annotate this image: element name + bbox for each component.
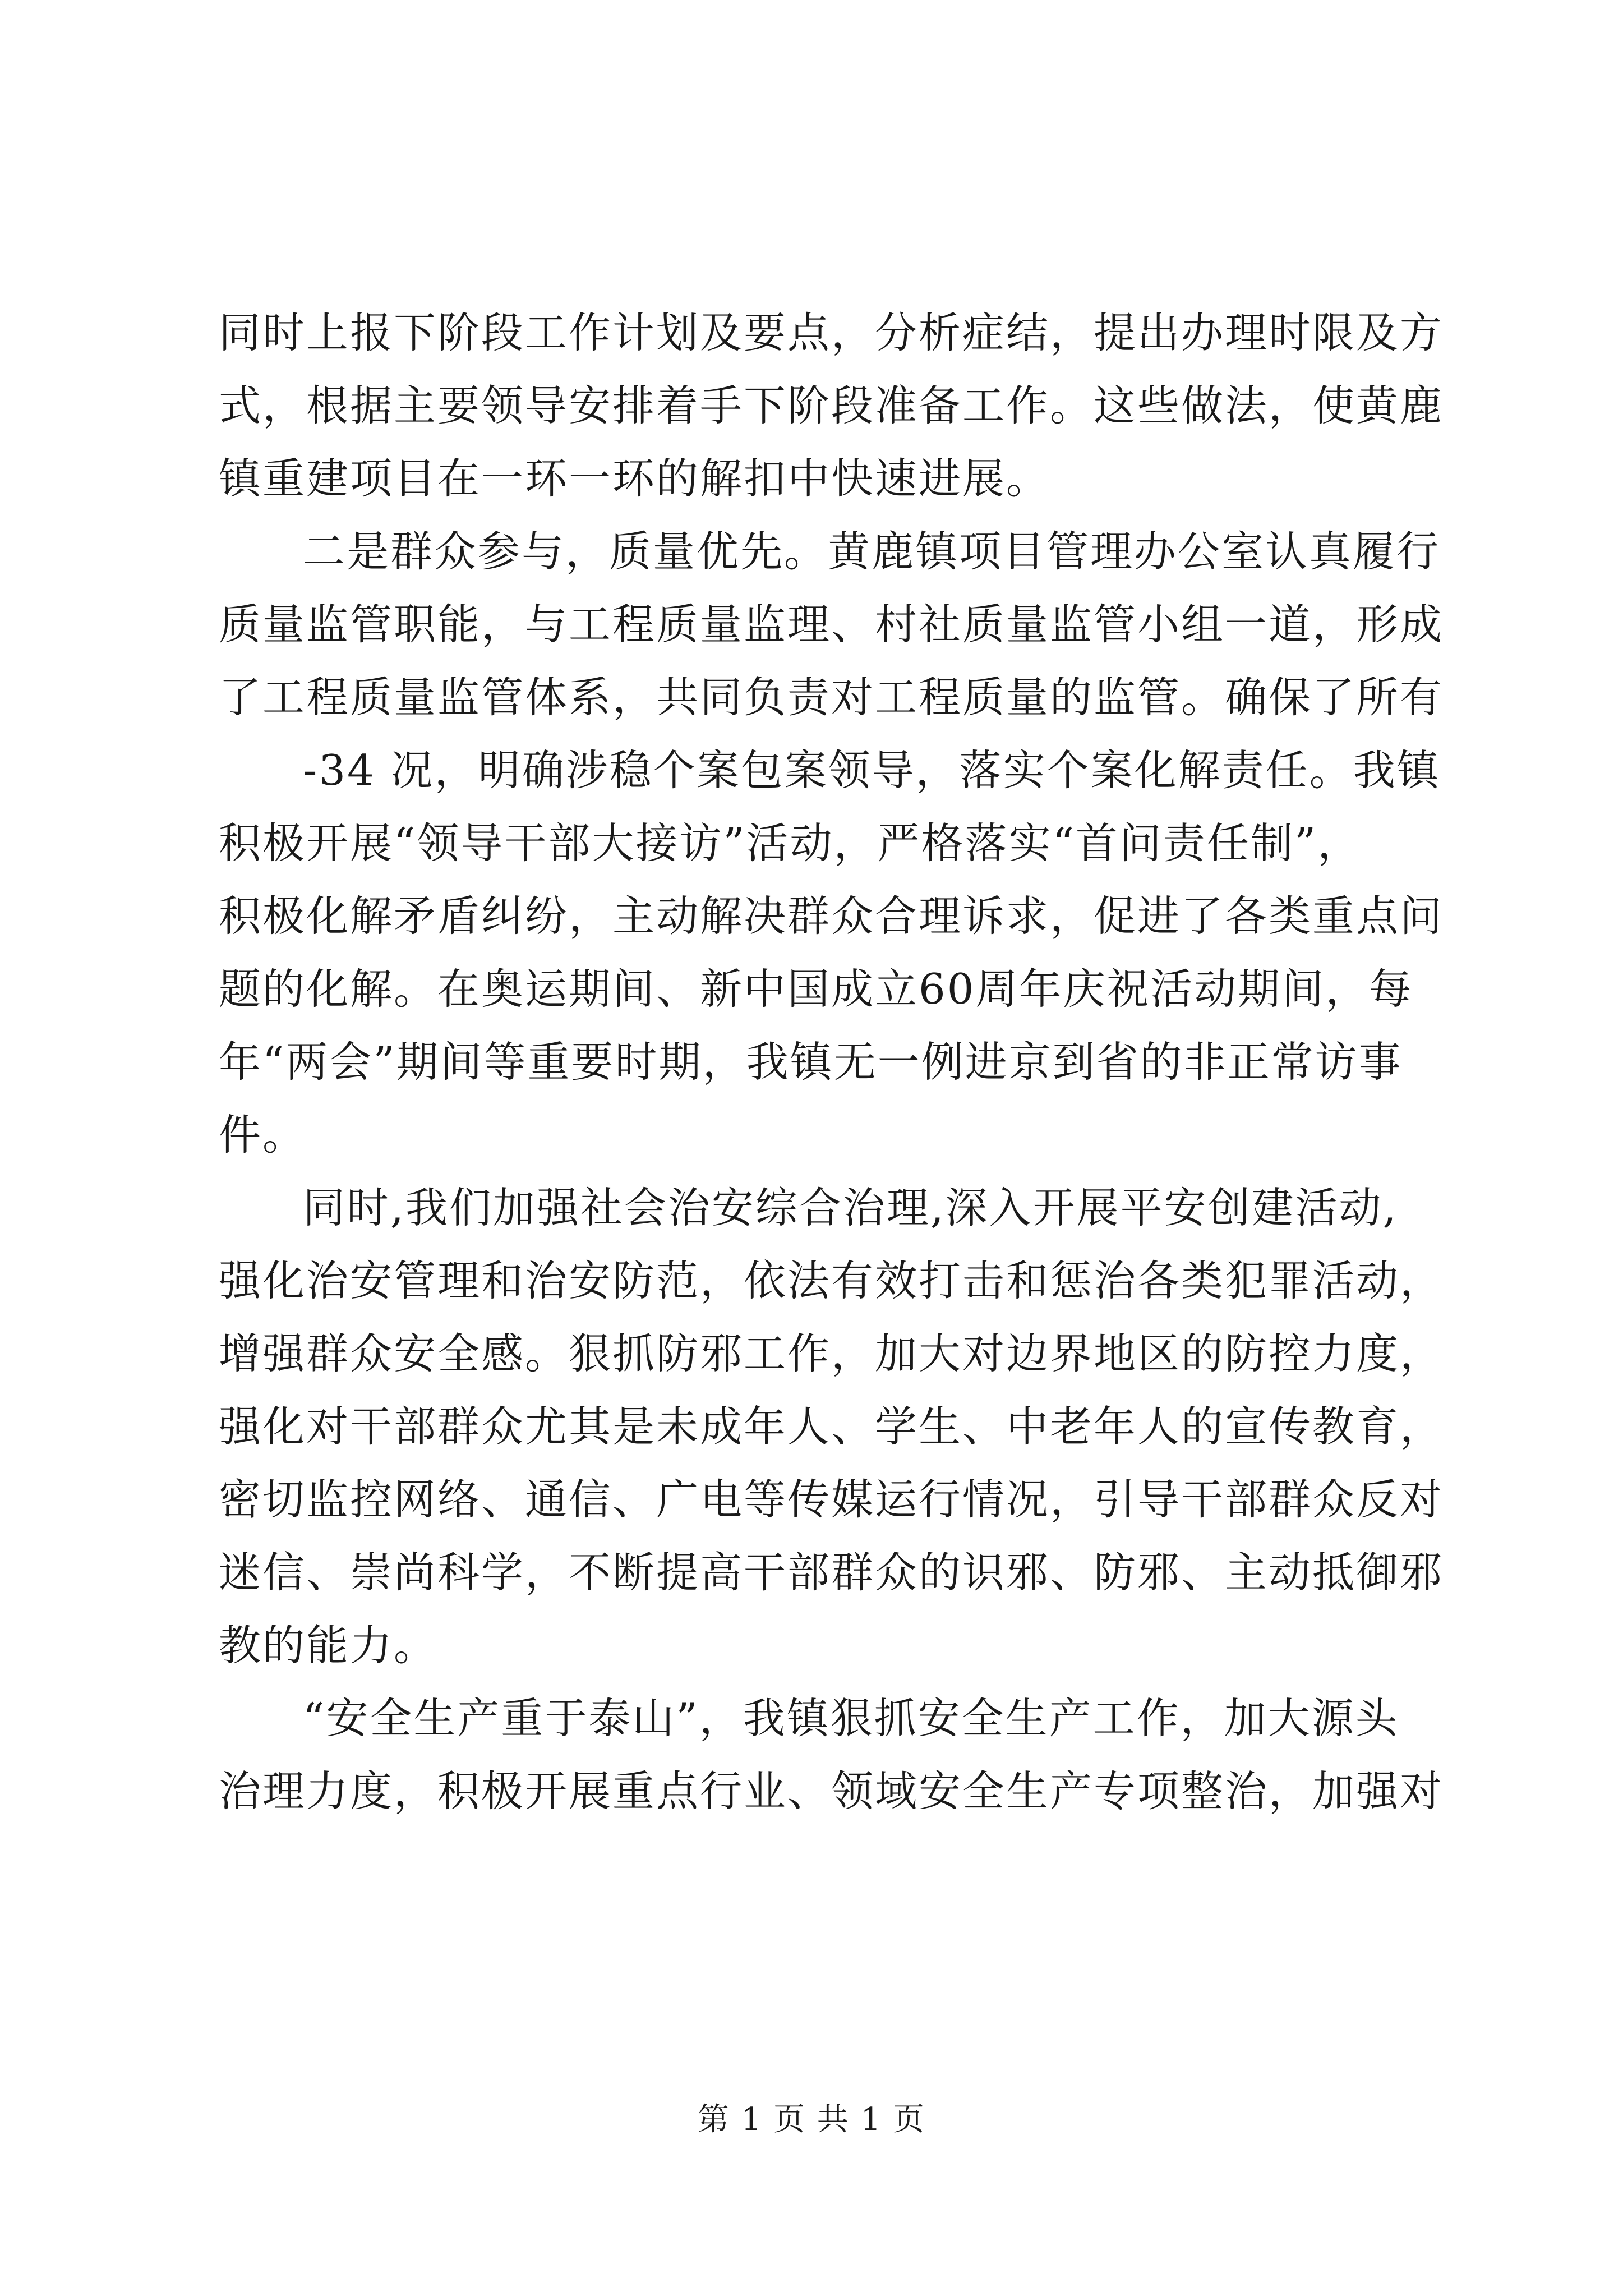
- text-line: 题的化解。在奥运期间、新中国成立60周年庆祝活动期间，每: [219, 964, 1413, 1014]
- text-line: 了工程质量监管体系，共同负责对工程质量的监管。确保了所有: [219, 673, 1444, 722]
- text-line: 强化对干部群众尤其是未成年人、学生、中老年人的宣传教育，: [219, 1402, 1444, 1451]
- paragraph-first-line: 同时,我们加强社会治安综合治理,深入开展平安创建活动,: [303, 1183, 1398, 1232]
- paragraph-first-line: -34 况，明确涉稳个案包案领导，落实个案化解责任。我镇: [303, 746, 1441, 795]
- text-line: 密切监控网络、通信、广电等传媒运行情况，引导干部群众反对: [219, 1475, 1444, 1524]
- text-line: 强化治安管理和治安防范，依法有效打击和惩治各类犯罪活动，: [219, 1256, 1444, 1305]
- paragraph-first-line: “安全生产重于泰山”，我镇狠抓安全生产工作，加大源头: [303, 1694, 1399, 1743]
- text-line: 积极化解矛盾纠纷，主动解决群众合理诉求，促进了各类重点问: [219, 891, 1444, 941]
- text-line: 式，根据主要领导安排着手下阶段准备工作。这些做法，使黄鹿: [219, 381, 1444, 430]
- text-line: 件。: [219, 1110, 307, 1159]
- text-line: 教的能力。: [219, 1621, 438, 1670]
- text-line: 治理力度，积极开展重点行业、领域安全生产专项整治，加强对: [219, 1766, 1444, 1816]
- text-line: 年“两会”期间等重要时期，我镇无一例进京到省的非正常访事: [219, 1037, 1403, 1087]
- text-line: 同时上报下阶段工作计划及要点，分析症结，提出办理时限及方: [219, 308, 1444, 357]
- page-footer: 第 1 页 共 1 页: [697, 2101, 926, 2138]
- text-line: 质量监管职能，与工程质量监理、村社质量监管小组一道，形成: [219, 600, 1444, 649]
- text-line: 迷信、崇尚科学，不断提高干部群众的识邪、防邪、主动抵御邪: [219, 1548, 1444, 1597]
- text-line: 积极开展“领导干部大接访”活动，严格落实“首问责任制”，: [219, 818, 1362, 868]
- text-line: 镇重建项目在一环一环的解扣中快速进展。: [219, 454, 1050, 503]
- paragraph-first-line: 二是群众参与，质量优先。黄鹿镇项目管理办公室认真履行: [303, 527, 1441, 576]
- text-line: 增强群众安全感。狠抓防邪工作，加大对边界地区的防控力度，: [219, 1329, 1444, 1378]
- document-body: [219, 296, 1444, 1828]
